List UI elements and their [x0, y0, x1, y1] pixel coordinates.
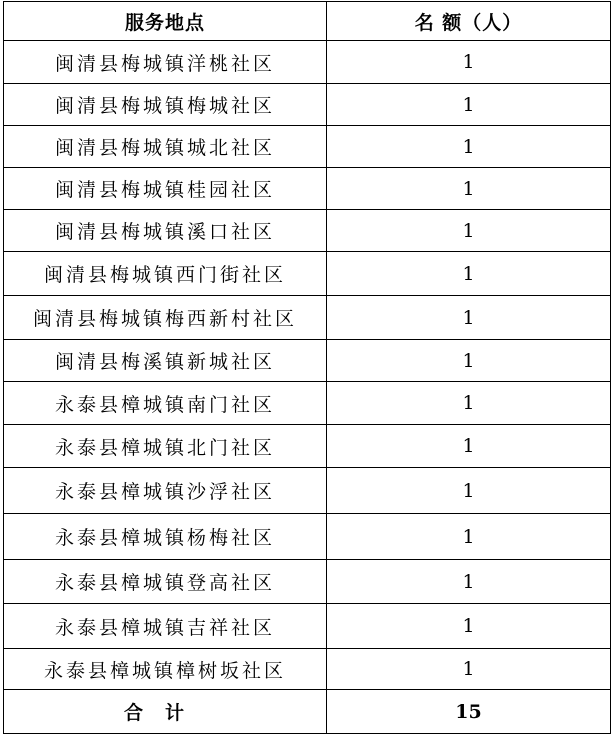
table-row	[4, 425, 611, 468]
quota-cell: 1	[327, 560, 611, 604]
quota-cell: 1	[327, 468, 611, 514]
service-location-cell: 永泰县樟城镇杨梅社区	[4, 514, 327, 560]
table-row	[4, 382, 611, 425]
table-row	[4, 604, 611, 649]
service-location-cell: 闽清县梅城镇梅西新村社区	[4, 296, 327, 340]
quota-cell: 1	[327, 210, 611, 252]
service-location-cell: 永泰县樟城镇吉祥社区	[4, 604, 327, 649]
service-location-cell: 闽清县梅城镇桂园社区	[4, 168, 327, 210]
service-location-cell: 闽清县梅城镇梅城社区	[4, 84, 327, 126]
header-quota: 名 额（人）	[327, 2, 611, 41]
total-value: 15	[327, 690, 611, 734]
header-row	[4, 2, 611, 41]
table-row	[4, 296, 611, 340]
table-row	[4, 252, 611, 296]
total-row	[4, 690, 611, 734]
table-row	[4, 560, 611, 604]
service-location-cell: 永泰县樟城镇樟树坂社区	[4, 649, 327, 690]
service-location-cell: 闽清县梅溪镇新城社区	[4, 340, 327, 382]
quota-cell: 1	[327, 84, 611, 126]
table-row	[4, 210, 611, 252]
service-location-cell: 闽清县梅城镇城北社区	[4, 126, 327, 168]
service-location-cell: 闽清县梅城镇溪口社区	[4, 210, 327, 252]
quota-cell: 1	[327, 604, 611, 649]
service-location-cell: 永泰县樟城镇北门社区	[4, 425, 327, 468]
quota-cell: 1	[327, 126, 611, 168]
table-row	[4, 84, 611, 126]
service-location-cell: 永泰县樟城镇登高社区	[4, 560, 327, 604]
quota-cell: 1	[327, 425, 611, 468]
service-location-cell: 闽清县梅城镇洋桃社区	[4, 41, 327, 84]
service-location-cell: 永泰县樟城镇南门社区	[4, 382, 327, 425]
table-row	[4, 514, 611, 560]
quota-cell: 1	[327, 340, 611, 382]
quota-cell: 1	[327, 168, 611, 210]
quota-cell: 1	[327, 41, 611, 84]
total-label: 合计	[4, 690, 327, 734]
table-row	[4, 649, 611, 690]
quota-cell: 1	[327, 252, 611, 296]
table-row	[4, 340, 611, 382]
quota-cell: 1	[327, 514, 611, 560]
service-location-cell: 永泰县樟城镇沙浮社区	[4, 468, 327, 514]
quota-cell: 1	[327, 382, 611, 425]
quota-cell: 1	[327, 649, 611, 690]
header-service-location: 服务地点	[4, 2, 327, 41]
table-row	[4, 168, 611, 210]
quota-cell: 1	[327, 296, 611, 340]
service-location-table	[3, 1, 611, 734]
table-row	[4, 468, 611, 514]
table-row	[4, 41, 611, 84]
service-location-cell: 闽清县梅城镇西门街社区	[4, 252, 327, 296]
table-row	[4, 126, 611, 168]
